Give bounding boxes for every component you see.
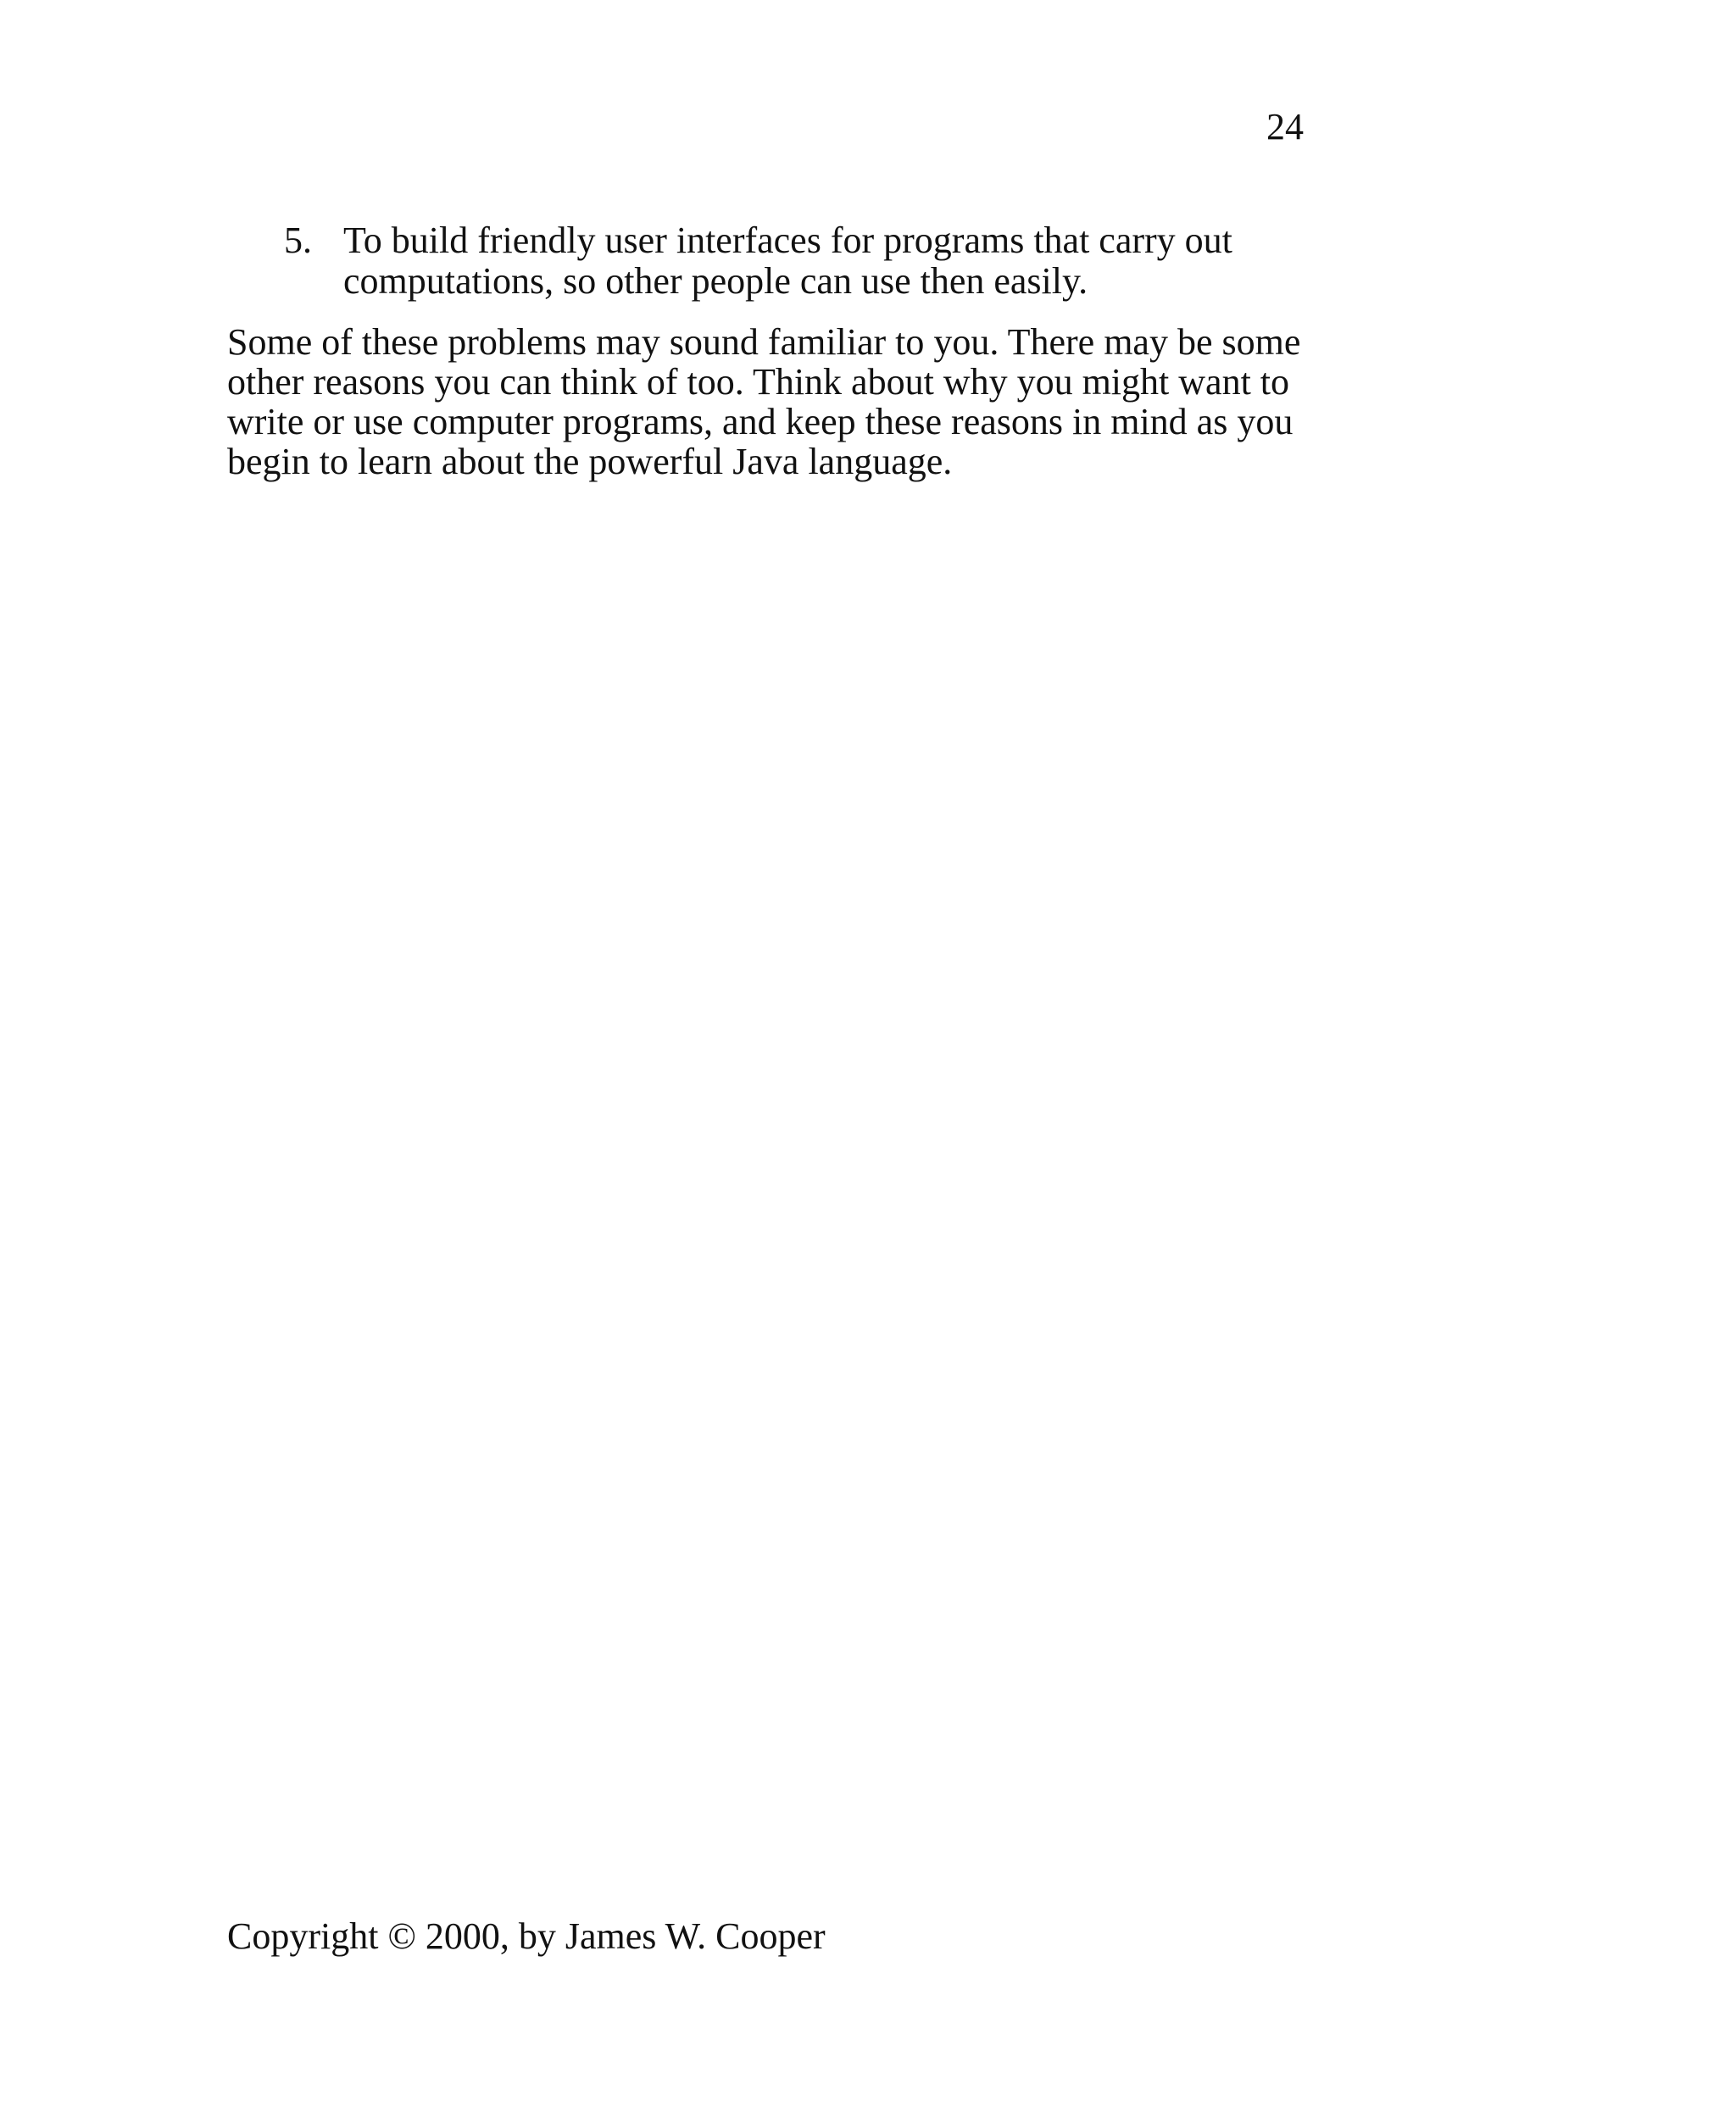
page-number: 24 <box>1266 106 1304 147</box>
list-item-text <box>343 220 1259 302</box>
copyright-footer: Copyright © 2000, by James W. Cooper <box>227 1915 826 1957</box>
paragraph-line: write or use computer programs, and keep these reasons in mind as you <box>227 401 1294 442</box>
list-item-number: 5. <box>284 220 312 261</box>
list-item-line: To build friendly user interfaces for programs that carry out <box>343 220 1232 261</box>
paragraph-line: begin to learn about the powerful Java language. <box>227 441 953 482</box>
paragraph-line: Some of these problems may sound familiar to you. There may be some <box>227 321 1301 363</box>
body-paragraph <box>227 321 1301 482</box>
paragraph-line: other reasons you can think of too. Think about why you might want to <box>227 361 1290 403</box>
list-item-line: computations, so other people can use then easily. <box>343 260 1088 302</box>
